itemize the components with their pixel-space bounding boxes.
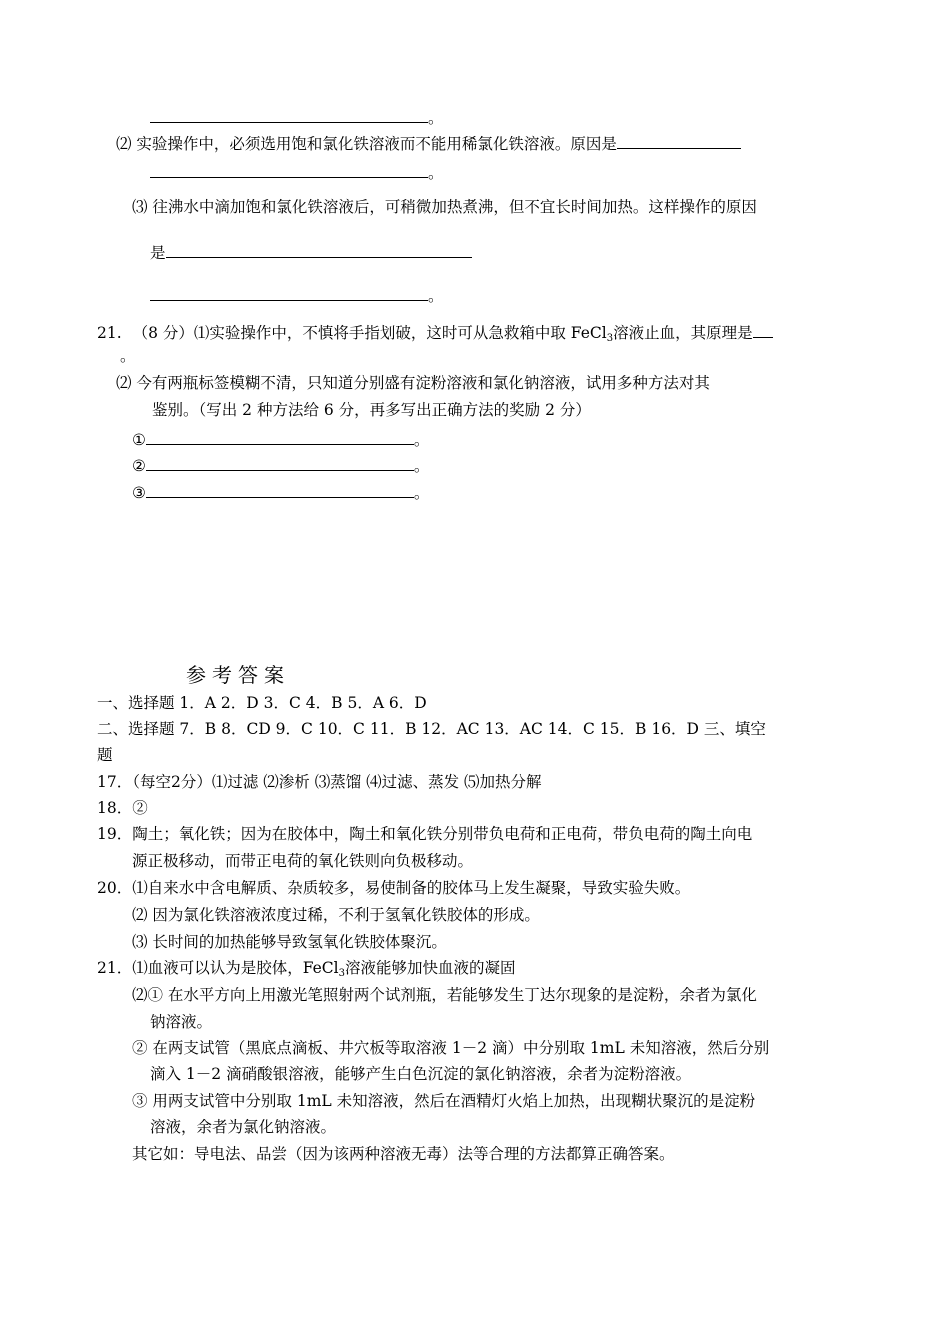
q20-answer-line-3: 。 [150, 284, 444, 306]
answer-21-2c: ③ 用两支试管中分别取 1mL 未知溶液，然后在酒精灯火焰上加热，出现糊状聚沉的是淀粉 [132, 1092, 756, 1110]
answer-20-3: ⑶ 长时间的加热能够导致氢氧化铁胶体聚沉。 [132, 933, 447, 951]
answer-section-2: 二、选择题 7．B 8．CD 9．C 10．C 11．B 12．AC 13．AC 14．C 15．B 16．D 三、填空 [97, 720, 766, 738]
answer-blank[interactable] [166, 241, 472, 258]
answer-18: 18．② [97, 799, 148, 817]
answer-section-2-cont: 题 [97, 746, 113, 764]
q20-part3-cont: 是 [150, 241, 472, 263]
answer-21-2b-cont: 滴入 1－2 滴硝酸银溶液，能够产生白色沉淀的氯化钠溶液，余者为淀粉溶液。 [150, 1065, 692, 1083]
answer-21-1: 21．⑴血液可以认为是胶体，FeCl$_3$溶液能够加快血液的凝固 [97, 959, 516, 979]
q21-part2-cont: 鉴别。（写出 2 种方法给 6 分，再多写出正确方法的奖励 2 分） [152, 401, 591, 419]
answer-blank[interactable] [150, 161, 428, 178]
q21-part1-end: 。 [120, 347, 136, 365]
answer-blank[interactable] [146, 454, 414, 471]
answer-other: 其它如：导电法、品尝（因为该两种溶液无毒）法等合理的方法都算正确答案。 [132, 1145, 675, 1163]
answer-blank[interactable] [150, 284, 428, 301]
answer-20-1: 20．⑴自来水中含电解质、杂质较多，易使制备的胶体马上发生凝聚，导致实验失败。 [97, 879, 691, 897]
q20-answer-line-1: 。 [150, 106, 444, 128]
q21-part2: ⑵ 今有两瓶标签模糊不清，只知道分别盛有淀粉溶液和氯化钠溶液，试用多种方法对其 [116, 374, 710, 392]
answer-blank[interactable] [753, 321, 773, 338]
q20-part3: ⑶ 往沸水中滴加饱和氯化铁溶液后，可稍微加热煮沸，但不宜长时间加热。这样操作的原因 [132, 198, 757, 216]
answer-19-cont: 源正极移动，而带正电荷的氧化铁则向负极移动。 [132, 852, 474, 870]
answer-blank[interactable] [146, 428, 414, 445]
q21-method-3: ③ 。 [132, 481, 429, 503]
answer-21-2a: ⑵① 在水平方向上用激光笔照射两个试剂瓶，若能够发生丁达尔现象的是淀粉，余者为氯化 [132, 986, 757, 1004]
q21-method-1: ① 。 [132, 428, 429, 450]
answer-blank[interactable] [146, 481, 414, 498]
q21-method-2: ② 。 [132, 454, 429, 476]
answer-21-2b: ② 在两支试管（黑底点滴板、井穴板等取溶液 1－2 滴）中分别取 1mL 未知溶液，然后分别 [132, 1039, 770, 1057]
answer-blank[interactable] [617, 132, 741, 149]
answer-section-1: 一、选择题 1．A 2．D 3．C 4．B 5．A 6．D [97, 694, 427, 712]
answer-17: 17．（每空2分）⑴过滤 ⑵渗析 ⑶蒸馏 ⑷过滤、蒸发 ⑸加热分解 [97, 773, 542, 791]
answer-21-2c-cont: 溶液，余者为氯化钠溶液。 [150, 1118, 337, 1136]
answer-21-2a-cont: 钠溶液。 [150, 1013, 213, 1031]
answer-19: 19．陶土；氧化铁；因为在胶体中，陶土和氧化铁分别带负电荷和正电荷，带负电荷的陶土向电 [97, 825, 753, 843]
answer-blank[interactable] [150, 106, 428, 123]
q21-part1: 21. （8 分）⑴实验操作中，不慎将手指划破，这时可从急救箱中取 FeCl$_3$溶液止血，其原理是 [97, 321, 773, 349]
q20-answer-line-2: 。 [150, 161, 444, 183]
q20-part2: ⑵ 实验操作中，必须选用饱和氯化铁溶液而不能用稀氯化铁溶液。原因是 [116, 132, 741, 154]
answers-title: 参考答案 [186, 663, 290, 687]
answer-20-2: ⑵ 因为氯化铁溶液浓度过稀，不利于氢氧化铁胶体的形成。 [132, 906, 540, 924]
